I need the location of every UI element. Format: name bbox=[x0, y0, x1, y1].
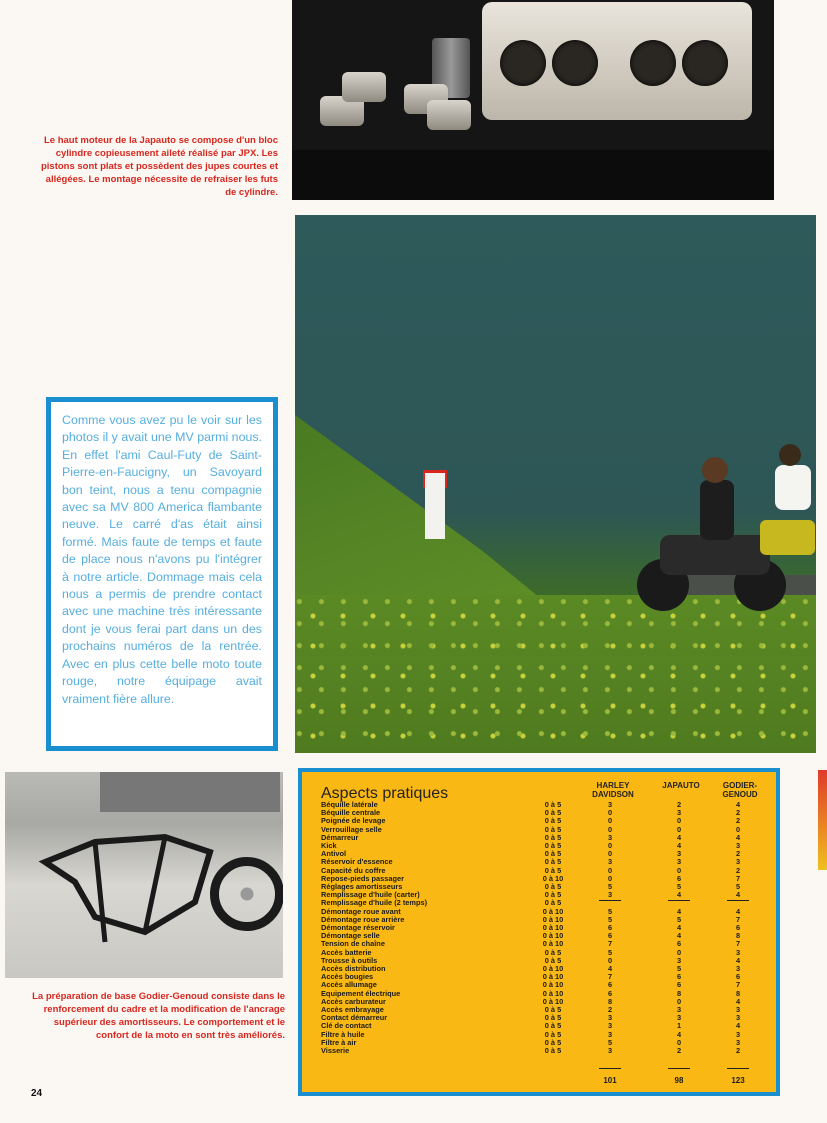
table-row-label: Démontage réservoir bbox=[321, 923, 395, 932]
table-cell: 6 bbox=[735, 923, 741, 932]
table-row-label: Démontage roue avant bbox=[321, 906, 401, 916]
mv-sidebar-text: Comme vous avez pu le voir sur les photos il y avait une MV parmi nous. En effet l'ami Caul-Futy de Saint-Pierre-en-Faucigny, un Savoyard bon teint, nous a tenu compagnie avec sa MV 800 America flambante neuve. Le carré d'as était ainsi formé. Mais faute de temps et faute de place nous n'avons pu l'intégrer à notre article. Dommage mais cela nous a permis de prendre contact avec une machine très intéressante dont je vous ferai part dans un des prochains numéros de la rentrée. Avec en plus cette belle moto toute rouge, notre équipage avait vraiment fière allure. bbox=[62, 413, 262, 706]
table-cell: 3 bbox=[607, 857, 613, 867]
table-cell: 4 bbox=[676, 1029, 682, 1039]
table-cell: 5 bbox=[607, 1037, 613, 1047]
table-row-scale: 0 à 5 bbox=[544, 1037, 562, 1047]
table-row-label: Accès allumage bbox=[321, 980, 377, 990]
table-cell: 5 bbox=[607, 914, 613, 924]
table-cell: 0 bbox=[607, 824, 613, 834]
table-total: 101 bbox=[603, 1076, 617, 1085]
table-cell: 7 bbox=[607, 972, 613, 982]
table-cell: 2 bbox=[735, 1046, 741, 1055]
cylinder-bore bbox=[682, 40, 728, 86]
background-building bbox=[100, 772, 280, 812]
table-cell: 4 bbox=[735, 832, 741, 842]
table-row-label: Accès distribution bbox=[321, 964, 386, 973]
table-row-scale: 0 à 5 bbox=[544, 841, 562, 850]
table-cell: 3 bbox=[676, 1013, 682, 1023]
table-separator bbox=[668, 1068, 690, 1069]
table-row-scale: 0 à 5 bbox=[544, 808, 562, 818]
table-cell: 3 bbox=[607, 890, 613, 900]
table-row-label: Réservoir d'essence bbox=[321, 857, 393, 867]
table-cell: 2 bbox=[735, 808, 741, 818]
table-row-label: Accès bougies bbox=[321, 972, 374, 982]
cylinder-bore bbox=[552, 40, 598, 86]
table-cell: 2 bbox=[735, 849, 741, 859]
table-row-scale: 0 à 5 bbox=[544, 849, 562, 859]
table-cell: 5 bbox=[607, 906, 613, 916]
table-total: 98 bbox=[674, 1076, 684, 1085]
table-cell: 4 bbox=[735, 800, 741, 809]
table-cell: 4 bbox=[735, 996, 741, 1006]
table-cell: 3 bbox=[735, 1013, 741, 1023]
practical-aspects-table bbox=[298, 768, 780, 1096]
table-cell: 2 bbox=[676, 1046, 682, 1055]
rear-wheel bbox=[210, 857, 283, 931]
table-cell: 7 bbox=[735, 914, 741, 924]
table-cell: 2 bbox=[735, 816, 741, 826]
table-cell: 3 bbox=[607, 1013, 613, 1023]
table-cell: 4 bbox=[735, 955, 741, 965]
table-row-scale: 0 à 5 bbox=[544, 1021, 562, 1031]
table-cell: 3 bbox=[676, 857, 682, 867]
engine-caption: Le haut moteur de la Japauto se compose d'un bloc cylindre copieusement aileté réalisé par JPX. Les pistons sont plats et possèdent des jupes courtes et allégées. Le montage nécessite de refraiser les futs de cylindre. bbox=[40, 135, 278, 198]
column-header-harley: HARLEY DAVIDSON bbox=[592, 781, 634, 799]
table-cell: 6 bbox=[607, 923, 613, 932]
table-cell: 5 bbox=[735, 882, 741, 891]
table-row-scale: 0 à 5 bbox=[544, 1013, 562, 1023]
table-row-label: Verrouillage selle bbox=[321, 824, 382, 834]
table-separator bbox=[727, 1068, 749, 1069]
table-cell: 4 bbox=[735, 890, 741, 900]
table-row-label: Accès embrayage bbox=[321, 1005, 384, 1014]
table-row-scale: 0 à 5 bbox=[544, 1005, 562, 1014]
table-cell: 3 bbox=[735, 841, 741, 850]
column-header-japauto: JAPAUTO bbox=[662, 781, 700, 790]
table-row-scale: 0 à 5 bbox=[544, 1029, 562, 1039]
table-cell: 0 bbox=[676, 996, 682, 1006]
motorcycle-frame bbox=[35, 822, 235, 952]
table-cell: 3 bbox=[735, 964, 741, 973]
table-row-scale: 0 à 5 bbox=[544, 865, 562, 875]
table-row-label: Repose-pieds passager bbox=[321, 873, 404, 883]
table-row-label: Réglages amortisseurs bbox=[321, 882, 403, 891]
table-row-scale: 0 à 10 bbox=[542, 988, 564, 998]
table-row-label: Capacité du coffre bbox=[321, 865, 386, 875]
table-row-scale: 0 à 5 bbox=[544, 857, 562, 867]
table-row-scale: 0 à 5 bbox=[544, 832, 562, 842]
table-separator bbox=[599, 1068, 621, 1069]
table-cell: 3 bbox=[676, 955, 682, 965]
table-separator bbox=[668, 900, 690, 901]
table-row-label: Filtre à huile bbox=[321, 1029, 365, 1039]
table-row-label: Trousse à outils bbox=[321, 955, 378, 965]
table-cell: 6 bbox=[676, 873, 682, 883]
table-cell: 3 bbox=[735, 1005, 741, 1014]
table-row-label: Clé de contact bbox=[321, 1021, 372, 1031]
table-cell: 3 bbox=[607, 832, 613, 842]
table-row-label: Accès carburateur bbox=[321, 996, 386, 1006]
column-header-godier: GODIER-GENOUD bbox=[722, 781, 758, 799]
table-cell: 5 bbox=[676, 882, 682, 891]
table-row-scale: 0 à 10 bbox=[542, 972, 564, 982]
table-cell: 3 bbox=[607, 800, 613, 809]
table-cell: 8 bbox=[735, 931, 741, 941]
table-cell: 5 bbox=[676, 914, 682, 924]
table-cell: 4 bbox=[735, 906, 741, 916]
table-cell: 7 bbox=[735, 980, 741, 990]
table-row-scale: 0 à 5 bbox=[544, 1046, 562, 1055]
table-row-label: Kick bbox=[321, 841, 337, 850]
table-cell: 4 bbox=[676, 923, 682, 932]
table-cell: 6 bbox=[735, 972, 741, 982]
table-cell: 3 bbox=[735, 947, 741, 957]
table-cell: 3 bbox=[676, 849, 682, 859]
table-row-label: Remplissage d'huile (carter) bbox=[321, 890, 420, 900]
piston bbox=[427, 100, 471, 130]
table-cell: 6 bbox=[607, 980, 613, 990]
table-cell: 5 bbox=[607, 947, 613, 957]
table-cell: 4 bbox=[676, 832, 682, 842]
rider-white-shirt bbox=[775, 465, 811, 510]
road-post bbox=[425, 473, 445, 539]
table-cell: 0 bbox=[676, 1037, 682, 1047]
table-cell: 2 bbox=[607, 1005, 613, 1014]
table-total: 123 bbox=[731, 1076, 745, 1085]
table-row-scale: 0 à 5 bbox=[544, 890, 562, 900]
table-cell: 0 bbox=[607, 841, 613, 850]
table-cell: 0 bbox=[607, 873, 613, 883]
table-cell: 0 bbox=[607, 955, 613, 965]
table-row-scale: 0 à 10 bbox=[542, 931, 564, 941]
table-row-scale: 0 à 5 bbox=[544, 882, 562, 891]
table-row-scale: 0 à 10 bbox=[542, 939, 564, 949]
table-cell: 0 bbox=[607, 849, 613, 859]
table-row-label: Accès batterie bbox=[321, 947, 372, 957]
table-cell: 6 bbox=[676, 939, 682, 949]
landscape-photo bbox=[295, 215, 816, 753]
table-row-label: Antivol bbox=[321, 849, 347, 859]
table-row-scale: 0 à 10 bbox=[542, 996, 564, 1006]
table-cell: 4 bbox=[676, 931, 682, 941]
frame-tubes bbox=[45, 837, 210, 932]
table-row-label: Contact démarreur bbox=[321, 1013, 388, 1023]
motorcycle-yellow bbox=[760, 520, 815, 555]
table-cell: 3 bbox=[676, 808, 682, 818]
table-cell: 3 bbox=[735, 1037, 741, 1047]
table-row-scale: 0 à 5 bbox=[544, 955, 562, 965]
table-cell: 2 bbox=[676, 800, 682, 809]
table-cell: 4 bbox=[607, 964, 613, 973]
table-cell: 7 bbox=[607, 939, 613, 949]
piston bbox=[342, 72, 386, 102]
table-cell: 7 bbox=[735, 873, 741, 883]
motorcycle-body bbox=[660, 535, 770, 575]
table-row-scale: 0 à 10 bbox=[542, 873, 564, 883]
frame-photo bbox=[5, 772, 283, 978]
table-separator bbox=[727, 900, 749, 901]
table-cell: 6 bbox=[607, 931, 613, 941]
table-cell: 0 bbox=[607, 816, 613, 826]
table-cell: 8 bbox=[676, 988, 682, 998]
table-row-label: Démarreur bbox=[321, 832, 359, 842]
motorcycles-riders bbox=[625, 435, 815, 625]
table-cell: 0 bbox=[676, 824, 682, 834]
table-row-label: Démontage selle bbox=[321, 931, 380, 941]
table-cell: 8 bbox=[607, 996, 613, 1006]
table-cell: 6 bbox=[676, 972, 682, 982]
page-number: 24 bbox=[31, 1088, 43, 1099]
table-row-label: Filtre à air bbox=[321, 1037, 357, 1047]
rider-jacket bbox=[700, 480, 734, 540]
table-row-scale: 0 à 5 bbox=[544, 816, 562, 826]
table-row-scale: 0 à 5 bbox=[544, 800, 562, 809]
table-row-scale: 0 à 5 bbox=[544, 947, 562, 957]
table-row-scale: 0 à 10 bbox=[542, 914, 564, 924]
table-cell: 8 bbox=[735, 988, 741, 998]
table-row-label: Béquille centrale bbox=[321, 808, 381, 818]
cylinder-bore bbox=[630, 40, 676, 86]
table-cell: 3 bbox=[676, 1005, 682, 1014]
table-cell: 2 bbox=[735, 865, 741, 875]
table-cell: 5 bbox=[607, 882, 613, 891]
table-cell: 3 bbox=[607, 1021, 613, 1031]
table-row-label: Démontage roue arrière bbox=[321, 914, 405, 924]
table-cell: 0 bbox=[735, 824, 741, 834]
photo-floor bbox=[292, 150, 774, 200]
table-row-label: Visserie bbox=[321, 1046, 350, 1055]
table-row-scale: 0 à 10 bbox=[542, 964, 564, 973]
table-row-scale: 0 à 10 bbox=[542, 923, 564, 932]
engine-photo bbox=[292, 0, 774, 200]
table-row-scale: 0 à 5 bbox=[544, 824, 562, 834]
table-cell: 3 bbox=[735, 857, 741, 867]
table-cell: 0 bbox=[607, 865, 613, 875]
table-row-scale: 0 à 5 bbox=[544, 898, 562, 908]
table-row-scale: 0 à 10 bbox=[542, 980, 564, 990]
table-cell: 0 bbox=[607, 808, 613, 818]
table-cell: 6 bbox=[607, 988, 613, 998]
table-separator bbox=[599, 900, 621, 901]
table-cell: 0 bbox=[676, 816, 682, 826]
table-row-label: Remplissage d'huile (2 temps) bbox=[321, 898, 428, 908]
table-row-label: Poignée de levage bbox=[321, 816, 386, 826]
mv-sidebar-box bbox=[46, 397, 278, 751]
cylinder-block bbox=[482, 2, 752, 120]
cylinder-bore bbox=[500, 40, 546, 86]
table-row-label: Béquille latérale bbox=[321, 800, 378, 809]
table-cell: 3 bbox=[607, 1029, 613, 1039]
table-cell: 4 bbox=[676, 906, 682, 916]
table-row-scale: 0 à 10 bbox=[542, 906, 564, 916]
table-cell: 6 bbox=[676, 980, 682, 990]
table-cell: 3 bbox=[735, 1029, 741, 1039]
page-edge-strip bbox=[818, 770, 827, 870]
table-title: Aspects pratiques bbox=[321, 785, 449, 802]
table-cell: 1 bbox=[676, 1021, 682, 1031]
frame-caption: La préparation de base Godier-Genoud consiste dans le renforcement du cadre et la modification de l'ancrage supérieur des amortisseurs. Le comportement et le confort de la moto en sont très améliorés. bbox=[32, 991, 285, 1041]
table-cell: 4 bbox=[676, 841, 682, 850]
table-cell: 7 bbox=[735, 939, 741, 949]
rider-head bbox=[702, 457, 728, 483]
rider-head bbox=[779, 444, 801, 466]
table-cell: 0 bbox=[676, 947, 682, 957]
table-cell: 4 bbox=[735, 1021, 741, 1031]
table-cell: 4 bbox=[676, 890, 682, 900]
table-cell: 0 bbox=[676, 865, 682, 875]
table-row-label: Equipement électrique bbox=[321, 988, 401, 998]
table-cell: 5 bbox=[676, 964, 682, 973]
table-row-label: Tension de chaîne bbox=[321, 939, 385, 949]
table-cell: 3 bbox=[607, 1046, 613, 1055]
